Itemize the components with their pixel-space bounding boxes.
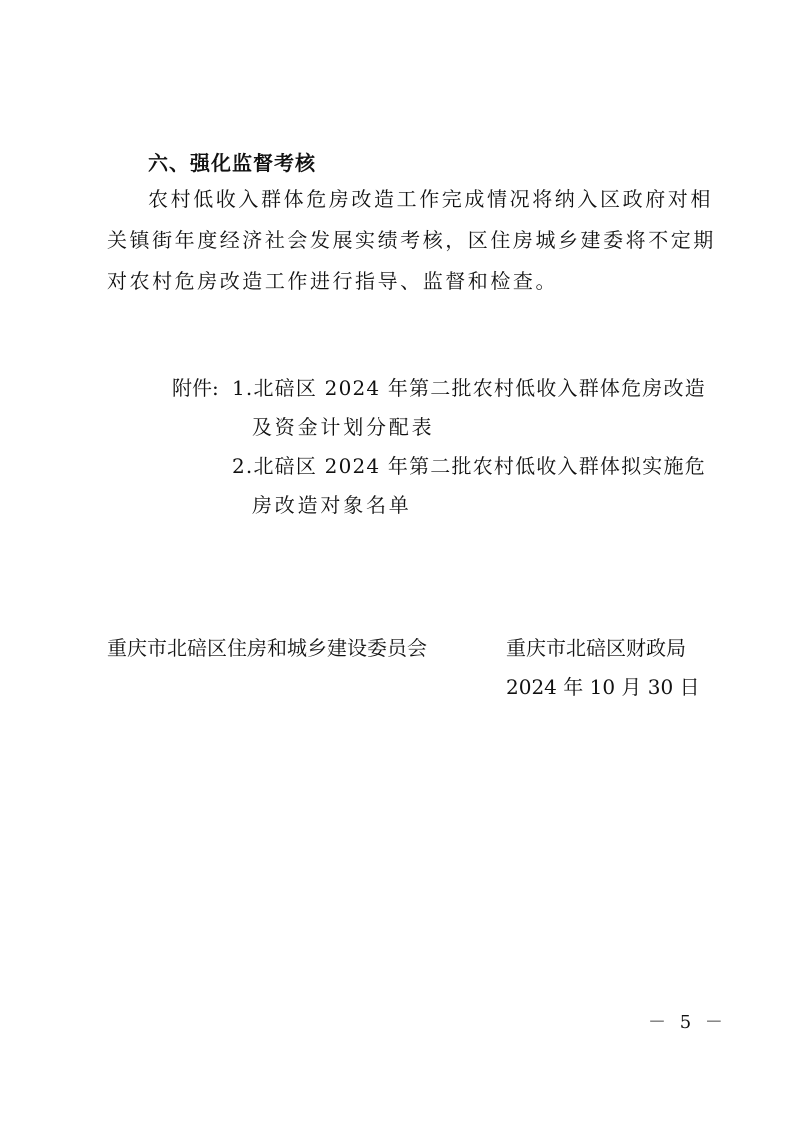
attachment-2-line-2: 房改造对象名单 bbox=[252, 493, 412, 517]
section-heading: 六、强化监督考核 bbox=[148, 151, 316, 175]
attachment-1-line-2: 及资金计划分配表 bbox=[252, 415, 435, 439]
signature-left-org: 重庆市北碚区住房和城乡建设委员会 bbox=[107, 636, 427, 660]
attachment-1-line-1: 1.北碚区 2024 年第二批农村低收入群体危房改造 bbox=[232, 376, 706, 400]
paragraph-line-3: 对农村危房改造工作进行指导、监督和检查。 bbox=[107, 269, 558, 293]
paragraph-line-1: 农村低收入群体危房改造工作完成情况将纳入区政府对相 bbox=[148, 187, 713, 211]
signature-right-org: 重庆市北碚区财政局 bbox=[506, 636, 686, 660]
paragraph-line-2: 关镇街年度经济社会发展实绩考核，区住房城乡建委将不定期 bbox=[107, 228, 716, 252]
attachment-2-line-1: 2.北碚区 2024 年第二批农村低收入群体拟实施危 bbox=[232, 454, 706, 478]
attachments-label: 附件: bbox=[172, 376, 219, 400]
page-number: － 5 － bbox=[648, 1012, 727, 1033]
signature-date: 2024 年 10 月 30 日 bbox=[506, 675, 700, 699]
